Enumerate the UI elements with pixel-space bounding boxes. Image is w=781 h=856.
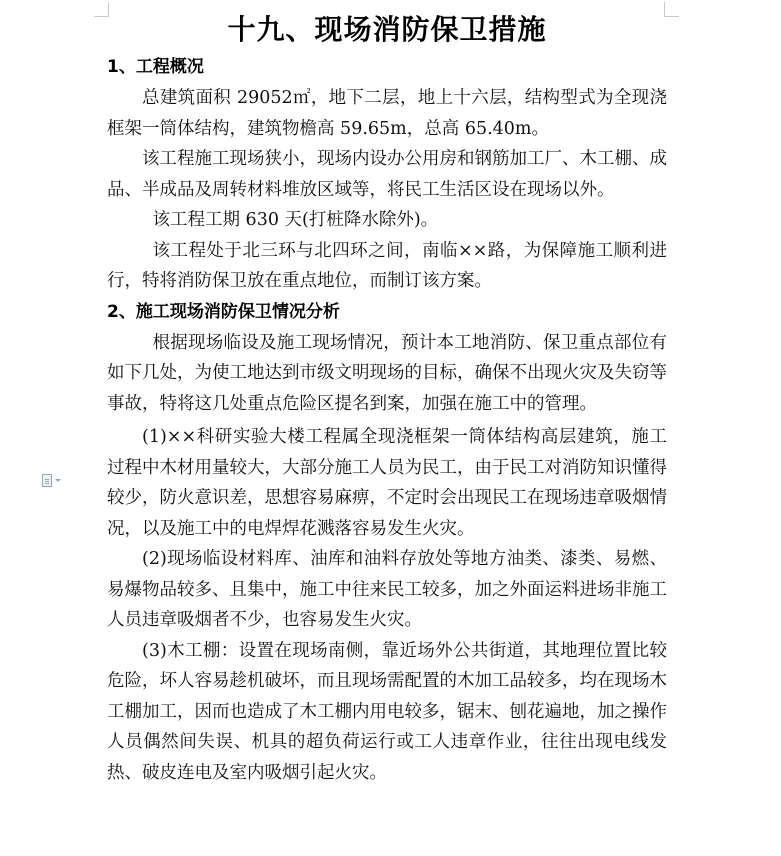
paragraph-options-button[interactable] [42,472,72,488]
paragraph: (3)木工棚：设置在现场南侧，靠近场外公共街道，其地理位置比较危险，坏人容易趁机破坏，而且现场需配置的木加工品较多，均在现场木工棚加工，因而也造成了木工棚内用电较多，锯末、刨花遍地，加之操作人员偶然间失误、机具的超负荷运行或工人违章作业，往往出现电线发热、破皮连电及室内吸烟引起火灾。 [107,640,667,783]
page-title: 十九、现场消防保卫措施 [227,13,547,46]
document-body [107,10,667,788]
chevron-down-icon [55,479,61,482]
paragraph: (1)××科研实验大楼工程属全现浇框架一筒体结构高层建筑，施工过程中木材用量较大，大部分施工人员为民工，由于民工对消防知识懂得较少，防火意识差，思想容易麻痹，不定时会出现民工在现场违章吸烟情况，以及施工中的电焊焊花溅落容易发生火灾。 [107,427,667,539]
section-heading: 2、施工现场消防保卫情况分析 [107,301,340,322]
paragraph: 该工程施工现场狭小，现场内设办公用房和钢筋加工厂、木工棚、成品、半成品及周转材料堆放区域等，将民工生活区设在现场以外。 [107,149,667,200]
paragraph: 该工程工期 630 天(打桩降水除外)。 [152,210,439,230]
paragraph: (2)现场临设材料库、油库和油料存放处等地方油类、漆类、易燃、易爆物品较多、且集中，施工中往来民工较多，加之外面运料进场非施工人员违章吸烟者不少，也容易发生火灾。 [107,549,667,630]
paragraph: 总建筑面积 29052㎡，地下二层，地上十六层，结构型式为全现浇框架一筒体结构，建筑物檐高 59.65m，总高 65.40m。 [107,88,667,139]
paragraph: 该工程处于北三环与北四环之间，南临××路，为保障施工顺利进行，特将消防保卫放在重点地位，而制订该方案。 [107,240,667,291]
section-heading: 1、工程概况 [107,57,204,77]
paragraph: 根据现场临设及施工现场情况，预计本工地消防、保卫重点部位有如下几处，为使工地达到市级文明现场的目标，确保不出现火灾及失窃等事故，特将这几处重点危险区提名到案，加强在施工中的管理。 [107,332,667,414]
document-icon [42,474,52,487]
